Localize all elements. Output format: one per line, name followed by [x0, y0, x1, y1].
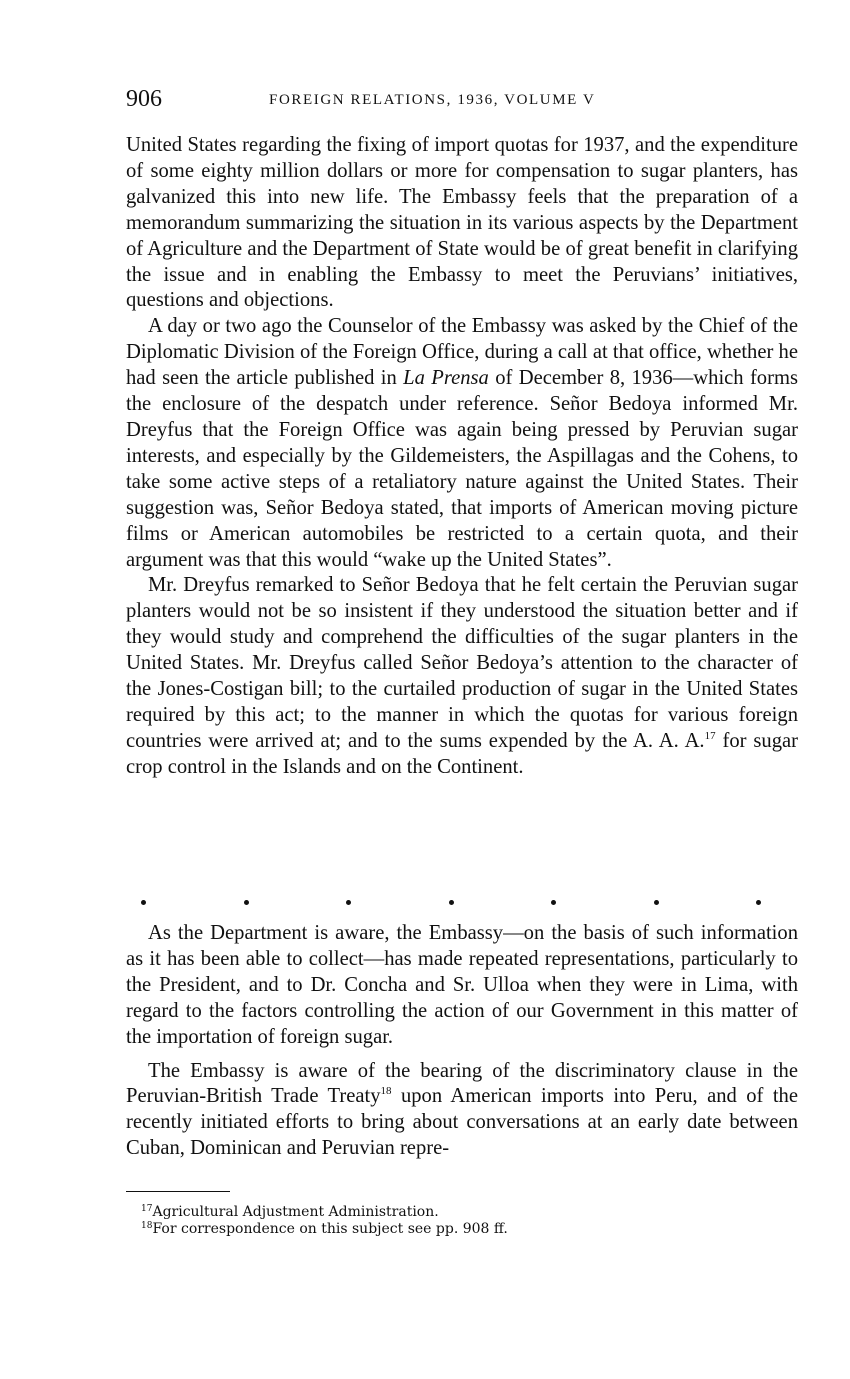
- paragraph-2: [126, 314, 798, 573]
- ellipsis-dot: [449, 900, 454, 905]
- footnote-17: [141, 1204, 801, 1221]
- ellipsis-dot: [654, 900, 659, 905]
- ellipsis-dot: [244, 900, 249, 905]
- ellipsis-dot: [141, 900, 146, 905]
- body-text: [126, 133, 798, 781]
- footnote-ref-18: 18: [380, 1085, 392, 1098]
- newspaper-title: La Prensa: [403, 367, 489, 390]
- footnote-marker: 18: [141, 1221, 153, 1231]
- footnote-text: For correspondence on this subject see pp. 908 ff.: [152, 1221, 508, 1237]
- page-number: 906: [126, 86, 162, 112]
- ellipsis-dot: [551, 900, 556, 905]
- ellipsis-dot: [756, 900, 761, 905]
- body-text-continued: [126, 921, 798, 1170]
- running-head: FOREIGN RELATIONS, 1936, VOLUME V: [269, 92, 596, 108]
- paragraph-1: United States regarding the fixing of import quotas for 1937, and the expenditure of some eighty million dollars or more for compensation to sugar planters, has galvanized this into new life. The Embassy feels that the preparation of a memorandum summarizing the situation in its various aspects by the Department of Agriculture and the Department of State would be of great benefit in clarifying the issue and in enabling the Embassy to meet the Peruvians’ initiatives, questions and objections.: [126, 134, 798, 312]
- page-header: [126, 86, 798, 116]
- paragraph-2-text: A day or two ago the Counselor of the Embassy was asked by the Chief of the Diplomatic Division of the Foreign Office, during a call at that office, whether he had seen the article published in: [126, 315, 798, 390]
- paragraph-5-text-cont: upon American imports into Peru, and of the recently initiated efforts to bring about conversations at an early date between Cuban, Dominican and Peruvian repre-: [126, 1085, 798, 1160]
- paragraph-3: [126, 573, 798, 780]
- footnote-marker: 17: [141, 1204, 153, 1214]
- paragraph-5-text: The Embassy is aware of the bearing of the discriminatory clause in the Peruvian-British Trade Treaty: [126, 1059, 798, 1108]
- footnote-ref-17: 17: [704, 729, 716, 742]
- ellipsis-dot: [346, 900, 351, 905]
- paragraph-3-text-cont: for sugar crop control in the Islands and on the Continent.: [126, 729, 799, 778]
- paragraph-4: As the Department is aware, the Embassy—on the basis of such information as it has been able to collect—has made repeated representations, particularly to the President, and to Dr. Concha and Sr. Ulloa when they were in Lima, with regard to the factors controlling the action of our Government in this matter of the importation of foreign sugar.: [126, 922, 798, 1048]
- footnote-divider: [126, 1191, 230, 1192]
- omission-ellipsis: [141, 896, 761, 908]
- footnote-text: Agricultural Adjustment Administration.: [152, 1204, 439, 1220]
- footnotes: [141, 1204, 801, 1238]
- paragraph-2-text-cont: of December 8, 1936—which forms the enclosure of the despatch under reference. Señor Bedoya informed Mr. Dreyfus that the Foreign Office was again being pressed by Peruvian sugar interests, and especially by the Gildemeisters, the Aspillagas and the Cohens, to take some active steps of a retaliatory nature against the United States. Their suggestion was, Señor Bedoya stated, that imports of American moving picture films or American automobiles be restricted to a certain quota, and their argument was that this would “wake up the United States”.: [126, 367, 798, 571]
- paragraph-5: [126, 1059, 798, 1163]
- paragraph-3-text: Mr. Dreyfus remarked to Señor Bedoya that he felt certain the Peruvian sugar planters would not be so insistent if they understood the situation better and if they would study and comprehend the difficulties of the sugar planters in the United States. Mr. Dreyfus called Señor Bedoya’s attention to the character of the Jones-Costigan bill; to the curtailed production of sugar in the United States required by this act; to the manner in which the quotas for various foreign countries were arrived at; and to the sums expended by the A. A. A.: [126, 574, 798, 752]
- footnote-18: [141, 1221, 801, 1238]
